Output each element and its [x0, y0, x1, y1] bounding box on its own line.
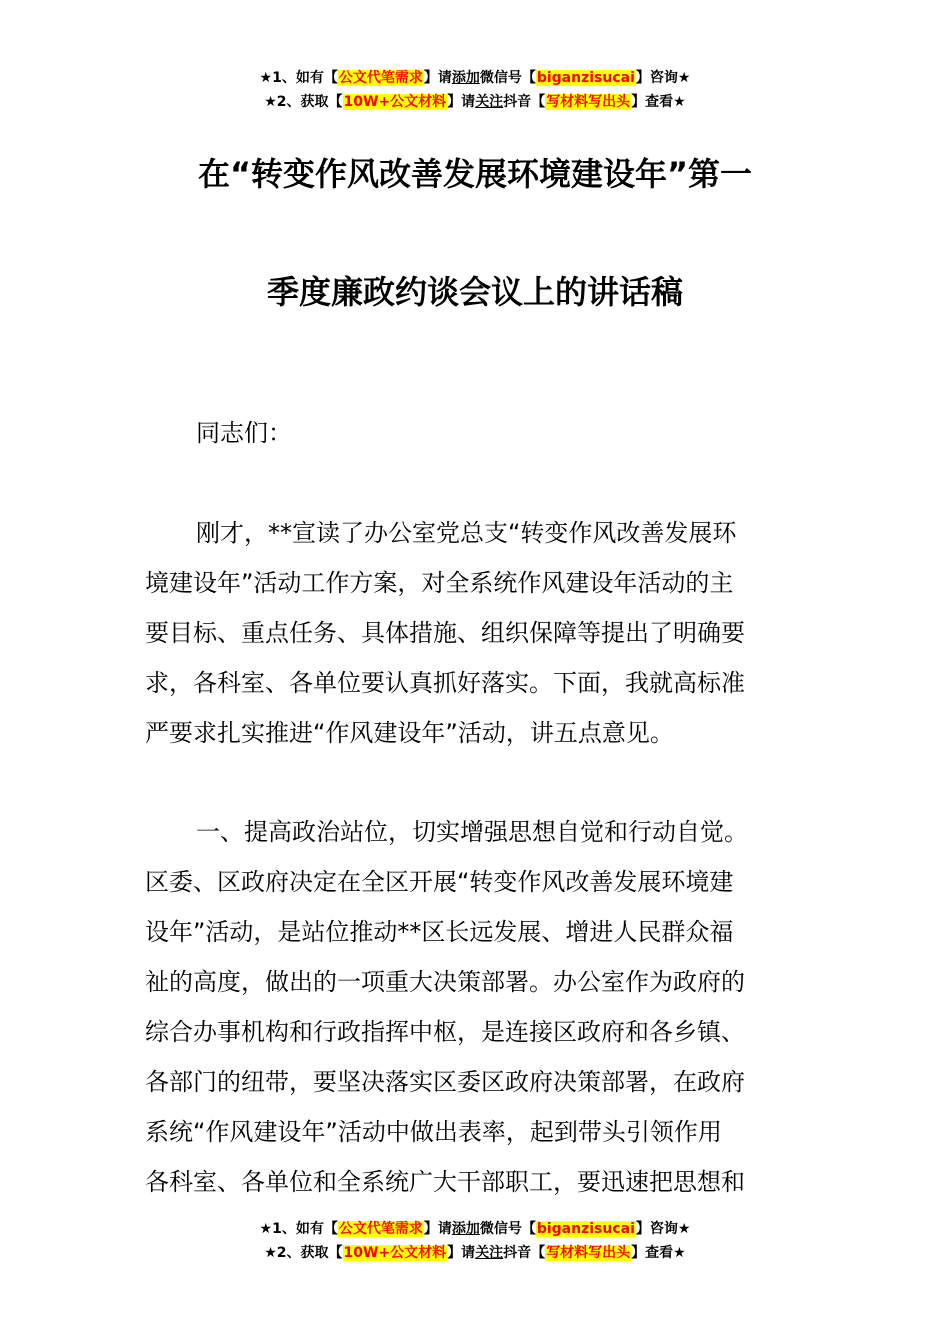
promo-text: 】查看★ — [631, 1245, 686, 1261]
promo-highlight: 写材料写出头 — [546, 94, 631, 110]
paragraph-line: 境建设年”活动工作方案，对全系统作风建设年活动的主 — [145, 569, 734, 597]
promo-text: ★2、获取【 — [264, 94, 343, 110]
promo-banner-bottom — [0, 1217, 950, 1265]
paragraph-1 — [145, 508, 810, 758]
paragraph-line: 严要求扎实推进“作风建设年”活动，讲五点意见。 — [145, 719, 674, 747]
promo-text: 】咨询★ — [635, 70, 691, 86]
paragraph-line: 一、提高政治站位，切实增强思想自觉和行动自觉。 — [196, 818, 748, 846]
promo-highlight: 公文代笔需求 — [338, 1221, 423, 1237]
promo-text: 】请 — [423, 70, 452, 86]
promo-text: 】咨询★ — [635, 1221, 691, 1237]
promo-underline: 添加 — [451, 70, 480, 86]
paragraph-line: 要目标、重点任务、具体措施、组织保障等提出了明确要 — [145, 619, 745, 647]
promo-highlight: 10W+公文材料 — [343, 1245, 447, 1261]
paragraph-line: 各部门的纽带，要坚决落实区委区政府决策部署，在政府 — [145, 1068, 745, 1096]
document-title-line-1: 在“转变作风改善发展环境建设年”第一 — [197, 155, 753, 193]
promo-text: 微信号【 — [479, 70, 536, 86]
salutation-text: 同志们： — [196, 419, 292, 447]
promo-text: ★1、如有【 — [259, 70, 338, 86]
promo-highlight: biganzisucai — [536, 1221, 635, 1237]
promo-underline: 添加 — [451, 1221, 480, 1237]
document-title-line-2: 季度廉政约谈会议上的讲话稿 — [266, 273, 683, 311]
promo-text: 微信号【 — [479, 1221, 536, 1237]
promo-line-2 — [0, 1241, 950, 1265]
promo-underline: 关注 — [475, 1245, 504, 1261]
salutation — [145, 408, 810, 458]
promo-text: 】请 — [447, 94, 476, 110]
promo-text: 】请 — [423, 1221, 452, 1237]
paragraph-line: 区委、区政府决定在全区开展“转变作风改善发展环境建 — [145, 868, 734, 896]
promo-text: 】请 — [447, 1245, 476, 1261]
paragraph-line: 刚才，**宣读了办公室党总支“转变作风改善发展环 — [196, 519, 737, 547]
paragraph-line: 设年”活动，是站位推动**区长远发展、增进人民群众福 — [145, 918, 734, 946]
promo-line-1 — [0, 1217, 950, 1241]
paragraph-2 — [145, 807, 810, 1207]
paragraph-line: 求，各科室、各单位要认真抓好落实。下面，我就高标准 — [145, 669, 745, 697]
paragraph-line: 综合办事机构和行政指挥中枢，是连接区政府和各乡镇、 — [145, 1018, 745, 1046]
promo-line-1 — [0, 66, 950, 90]
paragraph-line: 系统“作风建设年”活动中做出表率，起到带头引领作用 — [145, 1118, 722, 1146]
promo-highlight: 10W+公文材料 — [343, 94, 447, 110]
promo-line-2 — [0, 90, 950, 114]
promo-highlight: biganzisucai — [536, 70, 635, 86]
promo-highlight: 公文代笔需求 — [338, 70, 423, 86]
promo-text: 抖音【 — [503, 1245, 546, 1261]
paragraph-line: 祉的高度，做出的一项重大决策部署。办公室作为政府的 — [145, 968, 745, 996]
promo-text: 抖音【 — [503, 94, 546, 110]
promo-underline: 关注 — [475, 94, 504, 110]
promo-text: ★1、如有【 — [259, 1221, 338, 1237]
promo-text: ★2、获取【 — [264, 1245, 343, 1261]
paragraph-line: 各科室、各单位和全系统广大干部职工，要迅速把思想和 — [145, 1168, 745, 1196]
promo-text: 】查看★ — [631, 94, 686, 110]
promo-banner-top — [0, 66, 950, 114]
promo-highlight: 写材料写出头 — [546, 1245, 631, 1261]
